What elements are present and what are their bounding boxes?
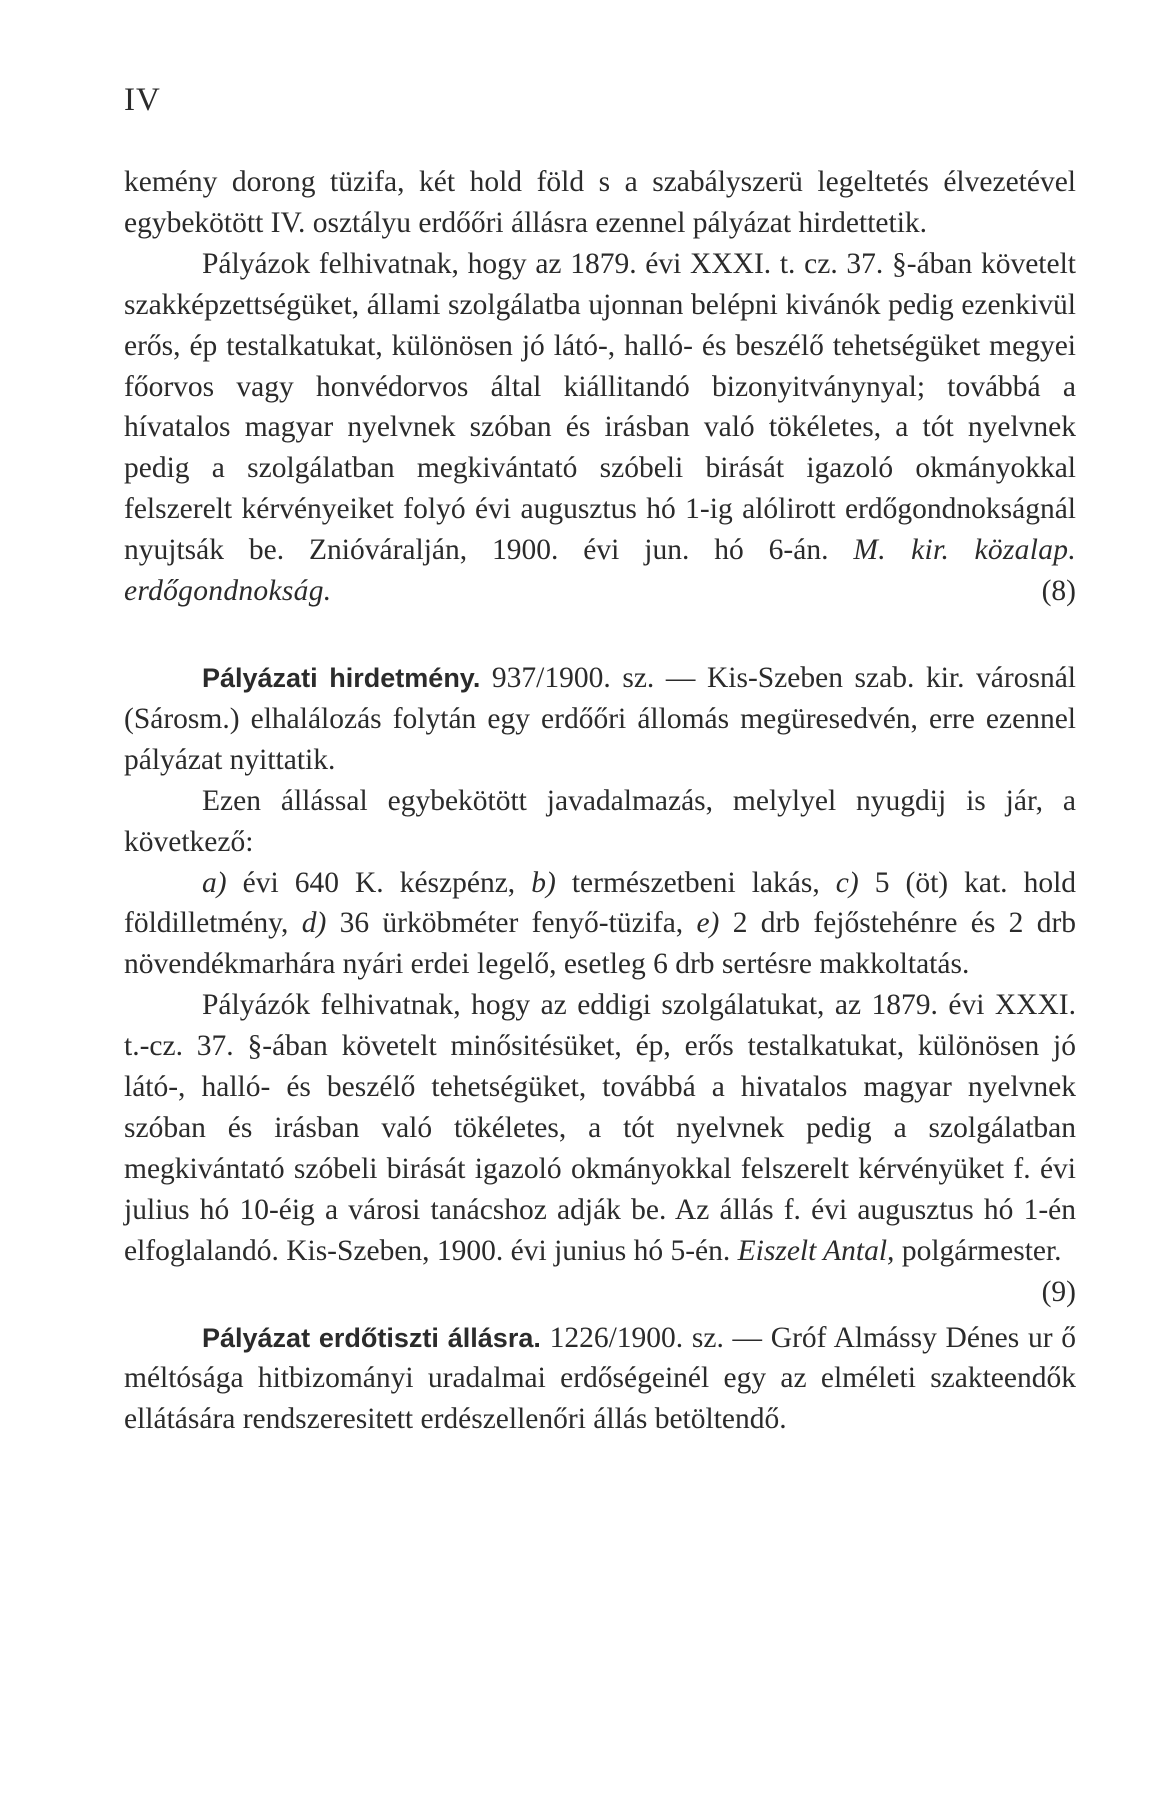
page-body	[124, 162, 1076, 1440]
notice-number: (9)	[1041, 1275, 1076, 1308]
page-number: IV	[124, 82, 161, 118]
signature-title: polgármester.	[901, 1234, 1062, 1267]
notice-heading: Pályázat erdőtiszti állásra.	[202, 1322, 541, 1353]
list-label: e)	[696, 907, 720, 940]
list-text: természetbeni lakás,	[571, 866, 820, 899]
paragraph-text: 937/1900. sz. — Kis-Szeben szab. kir. városnál (Sárosm.) elhalálozás folytán egy erdőőri állomás megüresedvén, erre ezennel pályázat nyittatik.	[124, 661, 1076, 776]
paragraph	[124, 1318, 1076, 1441]
paragraph-text: Pályázok felhivatnak, hogy az 1879. évi XXXI. t. cz. 37. §-ában követelt szakképzettségüket, állami szolgálatba ujonnan belépni kivánók pedig ezenkivül erős, ép testalkatukat, különösen jó látó-, halló- és beszélő tehetségüket megyei főorvos vagy honvédorvos által kiállitandó bizonyitványnyal; továbbá a hívatalos magyar nyelvnek szóban és irásban való tökéletes, a tót nyelvnek pedig a szolgálatban megkivántató szóbeli birását igazoló okmányokkal felszerelt kérvényeiket folyó évi augusztus hó 1-ig alólirott erdőgondnokságnál nyujtsák be. Znióváralján, 1900. évi jun. hó 6-án.	[124, 247, 1076, 567]
list-label: c)	[835, 866, 859, 899]
notice-number: (8)	[1041, 575, 1076, 608]
paragraph	[124, 781, 1076, 863]
list-text: évi 640 K. készpénz,	[242, 866, 516, 899]
list-label: a)	[202, 866, 227, 899]
list-text: 2 drb fejőstehénre és 2 drb növendékmarhára nyári erdei legelő, esetleg 6 drb sertésre makkoltatás.	[124, 907, 1077, 981]
paragraph-text: Ezen állással egybekötött javadalmazás, melylyel nyugdij is jár, a következő:	[124, 784, 1076, 858]
paragraph-text: kemény dorong tüzifa, két hold föld s a szabályszerü legeltetés élvezetével egybekötött IV. osztályu erdőőri állásra ezennel pályázat hirdettetik.	[124, 166, 1076, 239]
list-text: 36 ürköbméter fenyő-tüzifa,	[339, 907, 684, 940]
signature: Eiszelt Antal,	[737, 1234, 895, 1267]
list-label: b)	[531, 866, 556, 899]
list-text: 5 (öt) kat. hold földilletmény,	[124, 866, 1077, 940]
paragraph	[124, 658, 1076, 781]
paragraph-text: 1226/1900. sz. — Gróf Almássy Dénes ur ő méltósága hitbizományi uradalmai erdőségeinél egy az elméleti szakteendők ellátására rendszeresitett erdészellenőri állás betöltendő.	[124, 1321, 1077, 1436]
paragraph	[124, 985, 1076, 1308]
paragraph-text: Pályázók felhivatnak, hogy az eddigi szolgálatukat, az 1879. évi XXXI. t.-cz. 37. §-ában követelt minősitésüket, ép, erős testalkatukat, különösen jó látó-, halló- és beszélő tehetségüket, továbbá a hivatalos magyar nyelvnek szóban és irásban való tökéletes, a tót nyelvnek pedig a szolgálatban megkivántató szóbeli birását igazoló okmányokkal felszerelt kérvényüket f. évi julius hó 10-éig a városi tanácshoz adják be. Az állás f. évi augusztus hó 1-én elfoglalandó. Kis-Szeben, 1900. évi junius hó 5-én.	[124, 989, 1076, 1267]
notice-heading: Pályázati hirdetmény.	[202, 662, 481, 693]
paragraph	[124, 162, 1076, 244]
paragraph	[124, 863, 1076, 986]
signature: M. kir. közalap. erdőgondnokság.	[124, 534, 1076, 608]
list-label: d)	[301, 907, 327, 940]
paragraph	[124, 244, 1076, 612]
